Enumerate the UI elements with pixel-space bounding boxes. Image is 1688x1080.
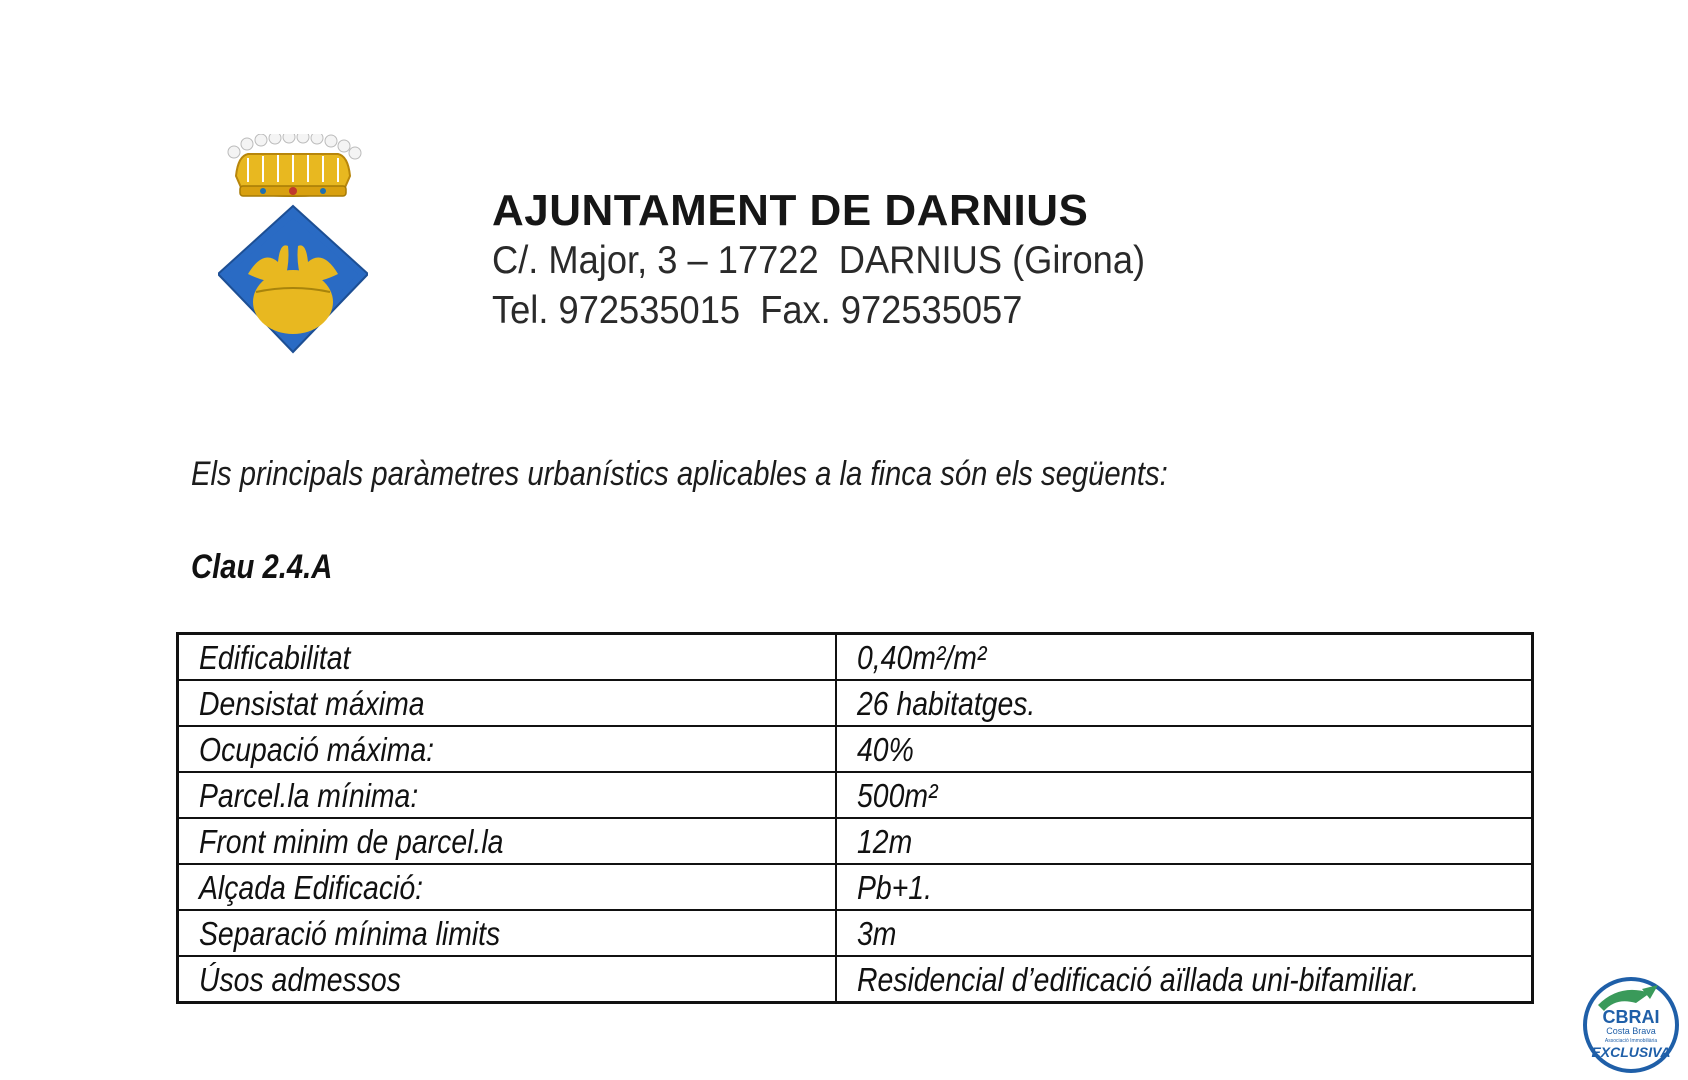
table-row bbox=[178, 864, 1533, 910]
parameter-value: 12m bbox=[836, 818, 1532, 864]
parameter-label: Separació mínima limits bbox=[178, 910, 837, 956]
parameter-value: 500m² bbox=[836, 772, 1532, 818]
parameter-value: 3m bbox=[836, 910, 1532, 956]
svg-text:EXCLUSIVA: EXCLUSIVA bbox=[1591, 1044, 1671, 1060]
agency-badge-logo bbox=[1580, 975, 1682, 1075]
svg-text:Associació Immobiliària: Associació Immobiliària bbox=[1604, 1038, 1658, 1044]
parameter-label: Front minim de parcel.la bbox=[178, 818, 837, 864]
letterhead bbox=[492, 186, 1194, 336]
table-row bbox=[178, 818, 1533, 864]
parameter-value: Pb+1. bbox=[836, 864, 1532, 910]
parameter-label: Alçada Edificació: bbox=[178, 864, 837, 910]
svg-text:Costa Brava: Costa Brava bbox=[1606, 1026, 1656, 1036]
organization-address: C/. Major, 3 – 17722 DARNIUS (Girona) bbox=[492, 239, 1146, 282]
parameter-label: Edificabilitat bbox=[178, 634, 837, 681]
parameter-label: Ocupació máxima: bbox=[178, 726, 837, 772]
parameter-value: Residencial d’edificació aïllada uni-bifamiliar. bbox=[836, 956, 1532, 1003]
table-row bbox=[178, 680, 1533, 726]
parameter-value: 0,40m²/m² bbox=[836, 634, 1532, 681]
coat-of-arms-logo bbox=[218, 134, 368, 354]
parameters-table bbox=[176, 632, 1534, 1004]
organization-title: AJUNTAMENT DE DARNIUS bbox=[492, 186, 1089, 235]
table-row bbox=[178, 726, 1533, 772]
parameter-label: Densistat máxima bbox=[178, 680, 837, 726]
svg-text:CBRAI: CBRAI bbox=[1602, 1007, 1660, 1027]
section-title: Clau 2.4.A bbox=[191, 548, 333, 586]
parameter-label: Parcel.la mínima: bbox=[178, 772, 837, 818]
organization-phones: Tel. 972535015 Fax. 972535057 bbox=[492, 289, 1023, 332]
parameter-value: 26 habitatges. bbox=[836, 680, 1532, 726]
table-row bbox=[178, 910, 1533, 956]
table-row bbox=[178, 956, 1533, 1003]
table-row bbox=[178, 634, 1533, 681]
parameter-value: 40% bbox=[836, 726, 1532, 772]
table-row bbox=[178, 772, 1533, 818]
parameter-label: Úsos admessos bbox=[178, 956, 837, 1003]
intro-text: Els principals paràmetres urbanístics aplicables a la finca són els següents: bbox=[191, 455, 1168, 493]
crown-icon bbox=[228, 134, 361, 196]
